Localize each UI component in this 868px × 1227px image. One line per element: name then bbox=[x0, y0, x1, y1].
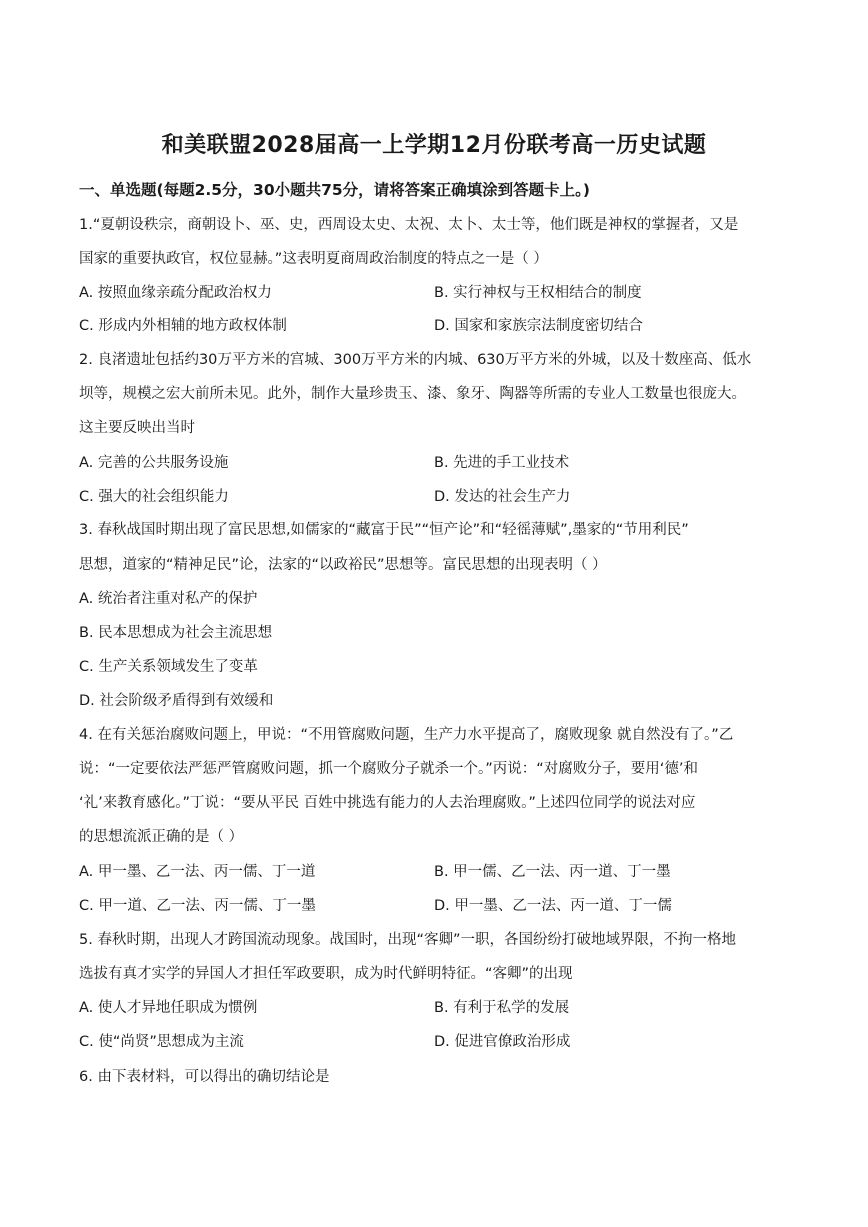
question-3-option-d[interactable]: D. 社会阶级矛盾得到有效缓和 bbox=[79, 693, 274, 709]
question-3-stem-line-2: 思想，道家的“精神足民”论，法家的“以政裕民”思想等。富民思想的出现表明（ ） bbox=[79, 557, 607, 573]
question-5-stem-line-2: 选拔有真才实学的异国人才担任军政要职，成为时代鲜明特征。“客卿”的出现 bbox=[79, 966, 573, 982]
question-5-stem-line-1: 5. 春秋时期，出现人才跨国流动现象。战国时，出现“客卿”一职，各国纷纷打破地域界限，不拘一格地 bbox=[79, 932, 736, 948]
question-5-option-b[interactable]: B. 有利于私学的发展 bbox=[434, 1000, 570, 1016]
question-3-option-b[interactable]: B. 民本思想成为社会主流思想 bbox=[79, 625, 273, 641]
question-4-option-a[interactable]: A. 甲一墨、乙一法、丙一儒、丁一道 bbox=[79, 864, 316, 880]
question-4-option-d[interactable]: D. 甲一墨、乙一法、丙一道、丁一儒 bbox=[434, 898, 672, 914]
exam-title: 和美联盟2028届高一上学期12月份联考高一历史试题 bbox=[161, 133, 707, 158]
section-heading: 一、单选题(每题2.5分，30小题共75分，请将答案正确填涂到答题卡上。) bbox=[79, 181, 591, 199]
question-2-stem-line-2: 坝等，规模之宏大前所未见。此外，制作大量珍贵玉、漆、象牙、陶器等所需的专业人工数量也很庞大。 bbox=[79, 386, 746, 402]
question-4-option-b[interactable]: B. 甲一儒、乙一法、丙一道、丁一墨 bbox=[434, 864, 671, 880]
question-1-option-d[interactable]: D. 国家和家族宗法制度密切结合 bbox=[434, 318, 643, 334]
question-2-stem-line-1: 2. 良渚遗址包括约30万平方米的宫城、300万平方米的内城、630万平方米的外城，以及十数座高、低水 bbox=[79, 352, 752, 368]
question-2-option-c[interactable]: C. 强大的社会组织能力 bbox=[79, 489, 229, 505]
question-2-stem-line-3: 这主要反映出当时 bbox=[79, 420, 195, 436]
question-3-stem-line-1: 3. 春秋战国时期出现了富民思想,如儒家的“藏富于民”“恒产论”和“轻徭薄赋”,墨家的“节用利民” bbox=[79, 522, 689, 538]
question-3-option-a[interactable]: A. 统治者注重对私产的保护 bbox=[79, 591, 258, 607]
question-4-stem-line-4: 的思想流派正确的是（ ） bbox=[79, 829, 244, 845]
question-5-option-d[interactable]: D. 促进官僚政治形成 bbox=[434, 1034, 571, 1050]
question-4-stem-line-1: 4. 在有关惩治腐败问题上，甲说：“不用管腐败问题，生产力水平提高了，腐败现象 就自然没有了。”乙 bbox=[79, 727, 734, 743]
question-1-option-c[interactable]: C. 形成内外相辅的地方政权体制 bbox=[79, 318, 287, 334]
question-2-option-b[interactable]: B. 先进的手工业技术 bbox=[434, 455, 570, 471]
question-2-option-a[interactable]: A. 完善的公共服务设施 bbox=[79, 455, 229, 471]
question-1-stem-line-2: 国家的重要执政官，权位显赫。”这表明夏商周政治制度的特点之一是（ ） bbox=[79, 251, 548, 267]
question-1-option-a[interactable]: A. 按照血缘亲疏分配政治权力 bbox=[79, 285, 272, 301]
question-4-stem-line-2: 说：“一定要依法严惩严管腐败问题，抓一个腐败分子就杀一个。”丙说：“对腐败分子，要用‘德’和 bbox=[79, 761, 699, 777]
question-5-option-a[interactable]: A. 使人才异地任职成为惯例 bbox=[79, 1000, 258, 1016]
question-5-option-c[interactable]: C. 使“尚贤”思想成为主流 bbox=[79, 1034, 244, 1050]
question-1-stem-line-1: 1.“夏朝设秩宗，商朝设卜、巫、史，西周设太史、太祝、太卜、太士等，他们既是神权的掌握者，又是 bbox=[79, 217, 739, 233]
question-3-option-c[interactable]: C. 生产关系领域发生了变革 bbox=[79, 659, 258, 675]
question-6-stem-line-1: 6. 由下表材料，可以得出的确切结论是 bbox=[79, 1069, 330, 1085]
question-4-stem-line-3: ‘礼’来教育感化。”丁说：“要从平民 百姓中挑选有能力的人去治理腐败。”上述四位同学的说法对应 bbox=[79, 795, 696, 811]
question-4-option-c[interactable]: C. 甲一道、乙一法、丙一儒、丁一墨 bbox=[79, 898, 316, 914]
question-2-option-d[interactable]: D. 发达的社会生产力 bbox=[434, 489, 571, 505]
question-1-option-b[interactable]: B. 实行神权与王权相结合的制度 bbox=[434, 285, 642, 301]
